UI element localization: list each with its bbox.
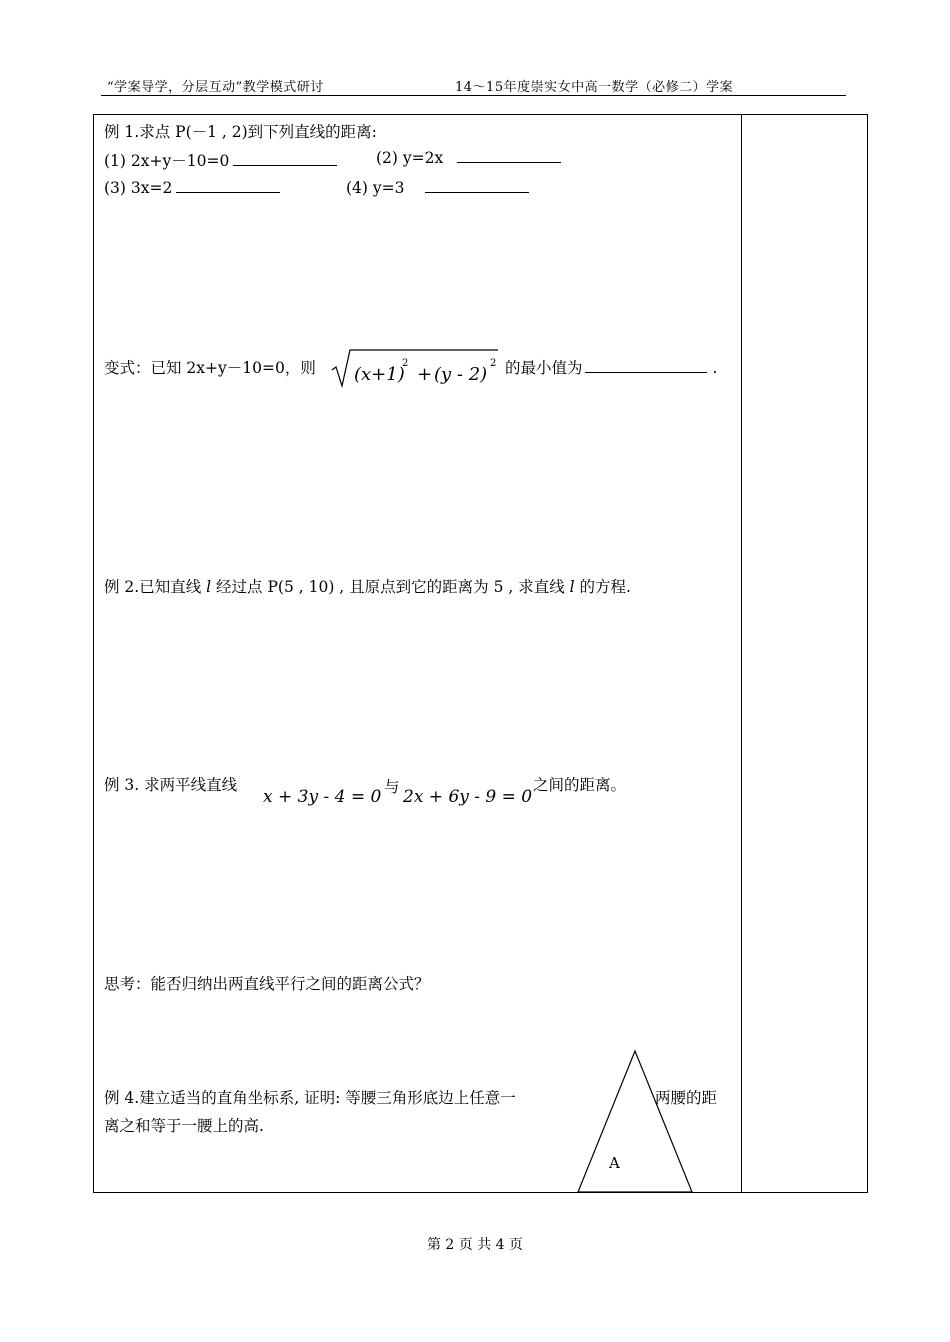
notes-column-divider — [741, 114, 742, 1193]
variant-line — [104, 356, 316, 378]
sqrt-term-b: (y - 2) — [434, 364, 488, 385]
equation-2-text: 2x + 6y - 9 = 0 — [403, 787, 533, 807]
line-l-2: l — [569, 578, 575, 596]
item-2-text: (2) y=2x — [376, 149, 444, 167]
equation-1 — [263, 787, 381, 807]
header-right-text: 14～15年度崇实女中高一数学（必修二）学案 — [455, 80, 734, 95]
example-1-item-3 — [104, 179, 280, 197]
item-4-text: (4) y=3 — [346, 179, 405, 197]
variant-suffix: 的最小值为 — [505, 359, 583, 377]
triangle-shape — [578, 1051, 692, 1192]
item-3-text: (3) 3x=2 — [104, 179, 173, 197]
example-2 — [104, 575, 631, 597]
example-3-mid: 与 — [384, 778, 400, 796]
example-1-title: 例 1.求点 P(－1 , 2)到下列直线的距离: — [104, 123, 377, 141]
example-1-item-4 — [346, 179, 529, 197]
example-1-item-2 — [376, 149, 561, 167]
variant-prefix: 变式：已知 2x+y－10=0，则 — [104, 359, 316, 377]
header-rule — [101, 95, 846, 96]
sqrt-exp-b: 2 — [490, 358, 497, 369]
think-question: 思考：能否归纳出两直线平行之间的距离公式？ — [104, 975, 430, 993]
page-number: 第 2 页 共 4 页 — [426, 1237, 524, 1253]
sqrt-plus: + — [417, 364, 433, 385]
answer-blank-3[interactable] — [176, 191, 280, 193]
variant-end: . — [712, 359, 718, 377]
answer-blank-4[interactable] — [425, 191, 529, 193]
example-1-item-1 — [104, 149, 337, 171]
sqrt-term-a: (x+1) — [354, 364, 405, 385]
item-1-text: (1) 2x+y－10=0 — [104, 152, 230, 170]
header-left-text: “学案导学，分层互动”教学模式研讨 — [107, 80, 324, 95]
example-2-part-2: 经过点 P(5 , 10) , 且原点到它的距离为 5 , 求直线 — [211, 578, 570, 596]
answer-blank-1[interactable] — [233, 164, 337, 166]
example-4-line-1b: 两腰的距 — [655, 1089, 718, 1107]
isosceles-triangle-figure — [575, 1048, 697, 1198]
sqrt-expression — [330, 346, 502, 390]
example-2-part-1: 例 2.已知直线 — [104, 578, 207, 596]
answer-blank-2[interactable] — [457, 161, 561, 163]
example-2-part-3: 的方程. — [574, 578, 631, 596]
example-3-prefix: 例 3. 求两平线直线 — [104, 776, 238, 794]
content-table — [93, 114, 868, 1193]
variant-suffix-line — [505, 356, 717, 378]
equation-2 — [403, 787, 532, 807]
vertex-label-a: A — [609, 1154, 620, 1172]
example-4-line-1a: 例 4.建立适当的直角坐标系, 证明: 等腰三角形底边上任意一 — [104, 1089, 516, 1107]
example-3-suffix: 之间的距离。 — [533, 776, 627, 794]
answer-blank-variant[interactable] — [585, 371, 707, 373]
line-l-1: l — [206, 578, 212, 596]
example-4-line-2: 离之和等于一腰上的高. — [104, 1117, 264, 1135]
equation-1-text: x + 3y - 4 = 0 — [263, 787, 382, 807]
sqrt-exp-a: 2 — [402, 358, 409, 369]
